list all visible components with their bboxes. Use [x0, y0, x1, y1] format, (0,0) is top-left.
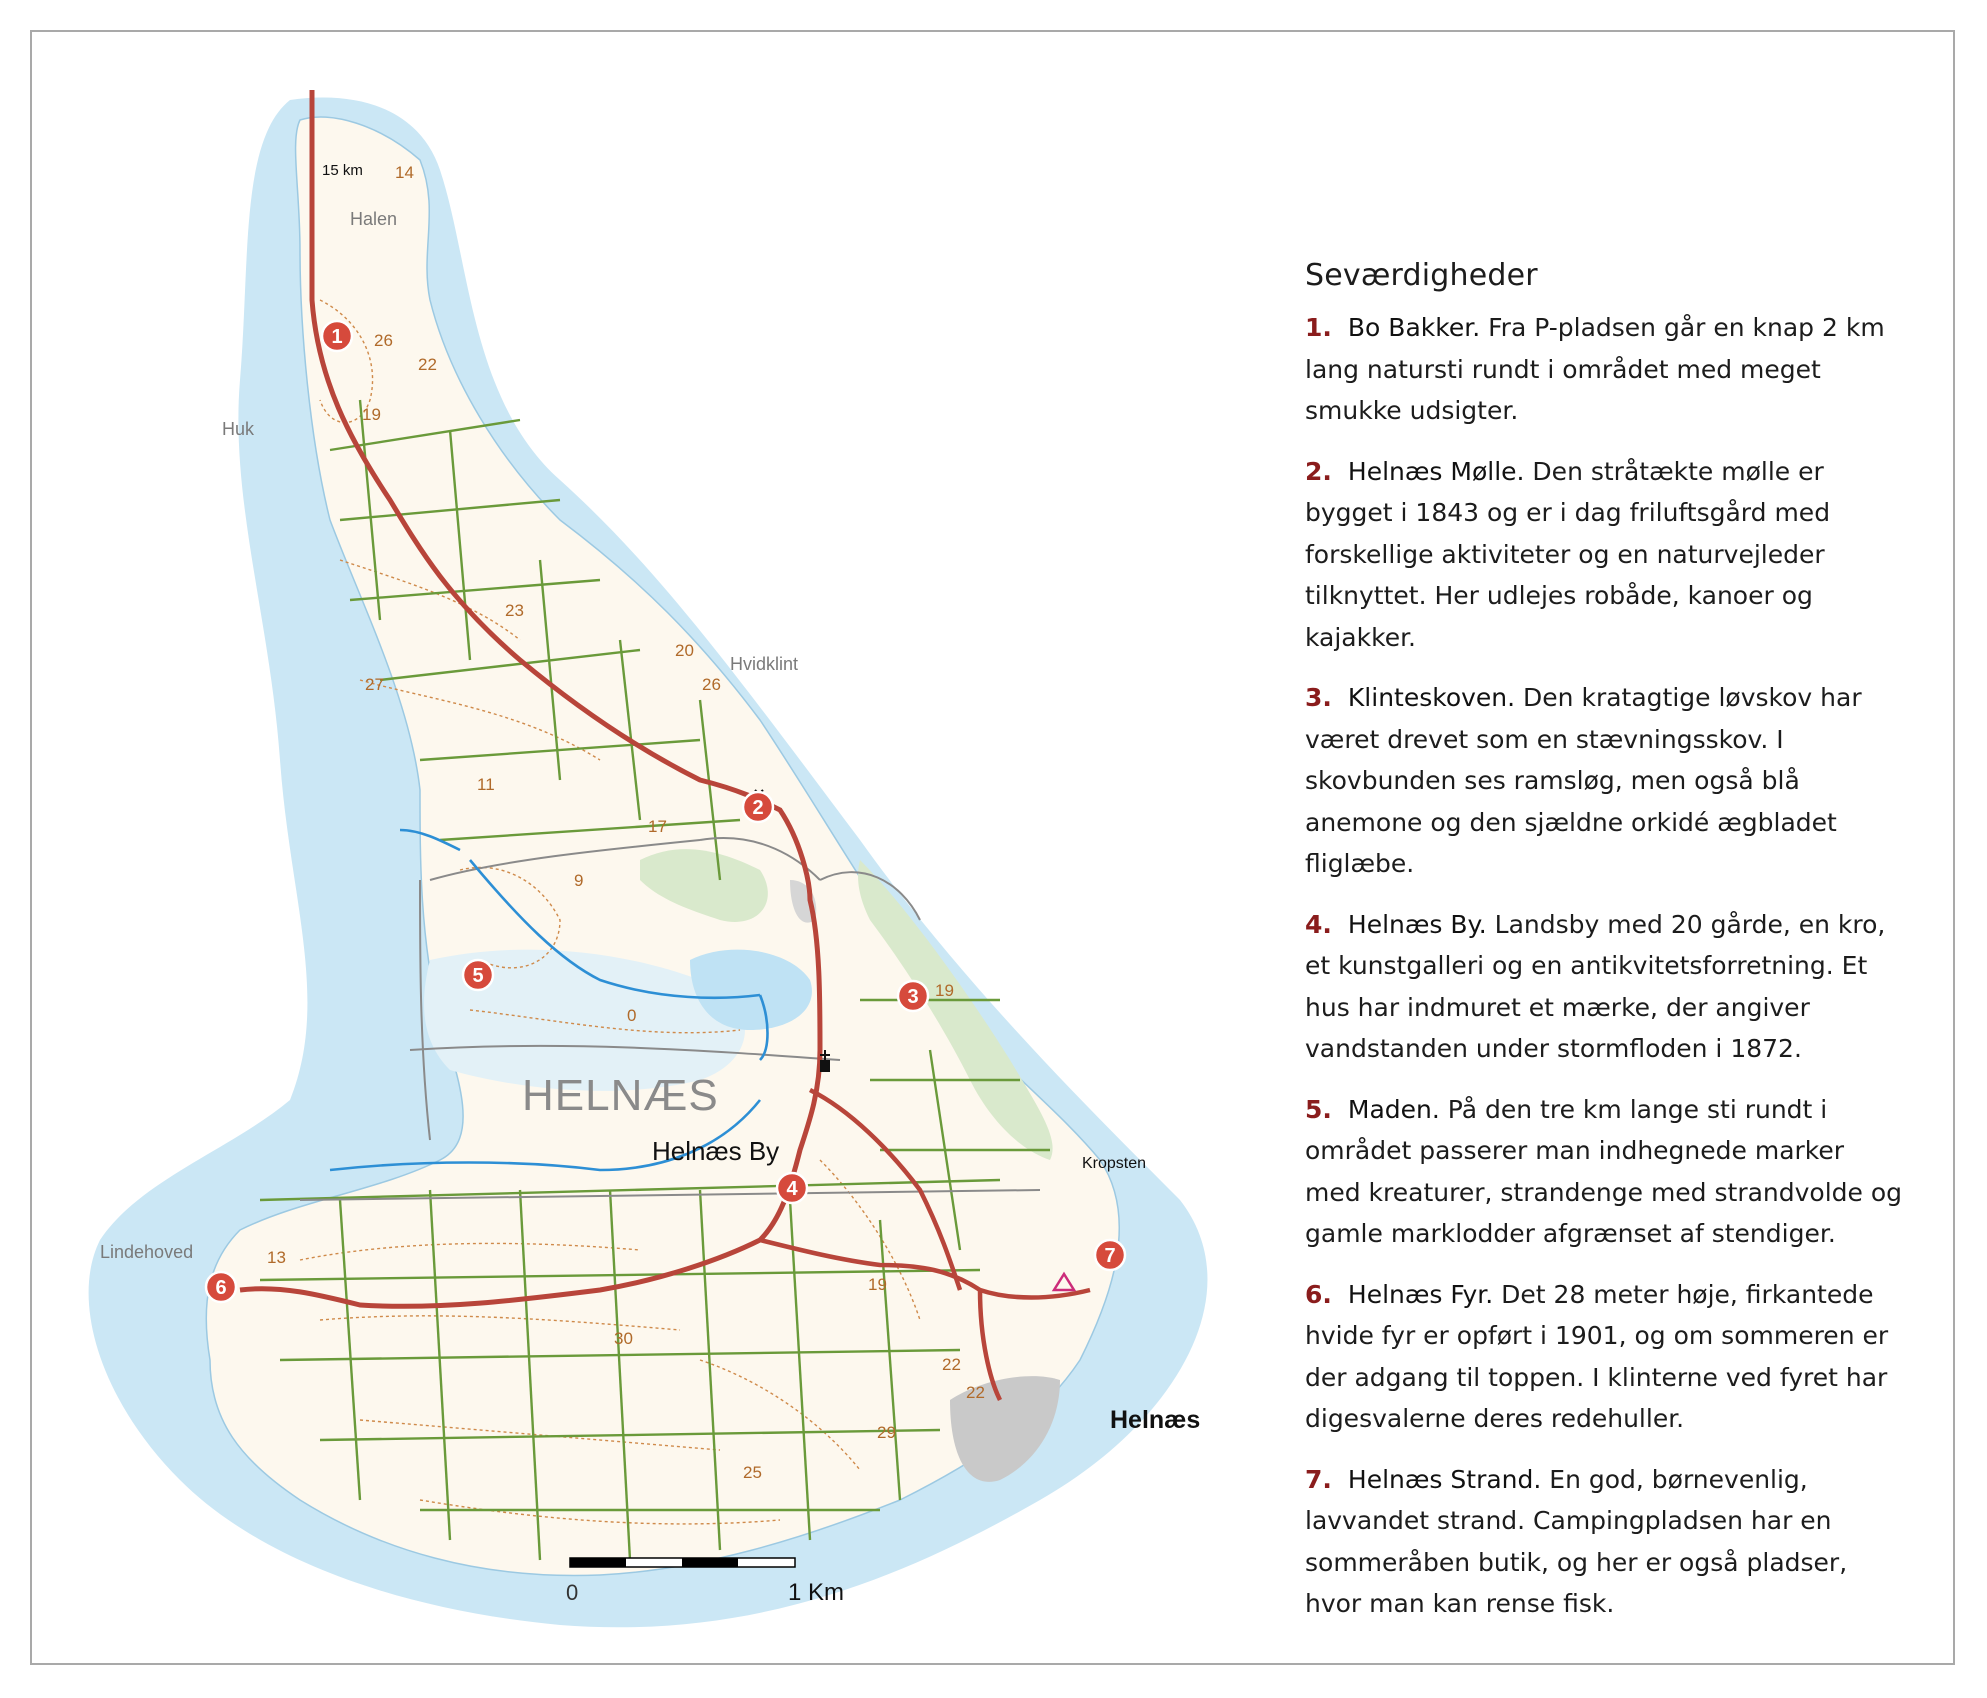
label-route-distance: 15 km — [322, 162, 363, 179]
elevation-label: 22 — [942, 1355, 961, 1374]
helnaes-map[interactable] — [60, 90, 1250, 1650]
elevation-label: 0 — [627, 1006, 637, 1025]
label-huk: Huk — [222, 419, 255, 439]
label-halen: Halen — [350, 209, 398, 229]
legend-item-text: En god, børnevenlig, lavvandet strand. Campingpladsen har en sommeråben butik, og her er også pladser, hvor man kan rense fisk. — [1305, 1464, 1848, 1618]
label-hvidklint: Hvidklint — [730, 654, 799, 674]
elevation-label: 17 — [648, 817, 667, 836]
marker-6[interactable] — [206, 1272, 236, 1302]
svg-text:1: 1 — [331, 326, 343, 348]
marker-7[interactable] — [1095, 1240, 1125, 1270]
elevation-label: 22 — [966, 1383, 985, 1402]
legend-item-number: 1. — [1305, 313, 1332, 342]
elevation-label: 20 — [675, 641, 694, 660]
marker-3[interactable] — [898, 981, 928, 1011]
legend-item-number: 2. — [1305, 456, 1332, 486]
legend-item-6 — [1305, 1274, 1905, 1440]
legend-item-name: Helnæs Mølle. — [1347, 456, 1525, 486]
sights-legend — [1305, 258, 1905, 1644]
label-kropsten: Kropsten — [1082, 1155, 1147, 1172]
legend-item-number: 5. — [1305, 1094, 1332, 1124]
legend-item-text: Fra P-pladsen går en knap 2 km lang natursti rundt i området med meget smukke udsigter. — [1305, 313, 1885, 425]
legend-item-number: 6. — [1305, 1279, 1332, 1309]
legend-item-1 — [1305, 307, 1905, 432]
legend-item-name: Helnæs By. — [1347, 909, 1487, 939]
svg-text:2: 2 — [752, 797, 764, 819]
legend-item-5 — [1305, 1089, 1905, 1255]
elevation-label: 26 — [702, 675, 721, 694]
elevation-label: 11 — [477, 775, 495, 794]
elevation-label: 19 — [868, 1275, 887, 1294]
elevation-label: 22 — [418, 355, 437, 374]
legend-item-number: 3. — [1305, 683, 1332, 712]
elevation-label: 19 — [362, 405, 381, 424]
svg-text:4: 4 — [786, 1178, 798, 1200]
legend-item-4 — [1305, 904, 1905, 1070]
legend-item-3 — [1305, 677, 1905, 885]
marker-2[interactable] — [743, 792, 773, 822]
scale-zero: 0 — [566, 1580, 579, 1605]
legend-item-text: På den tre km lange sti rundt i området passerer man indhegnede marker med kreaturer, strandenge med strandvolde og gamle marklodder afgrænset af stendiger. — [1305, 1094, 1903, 1248]
legend-item-name: Helnæs Fyr. — [1347, 1279, 1494, 1309]
svg-text:3: 3 — [907, 986, 919, 1008]
elevation-label: 27 — [365, 675, 384, 694]
label-helnaes-by: Helnæs By — [652, 1136, 780, 1166]
legend-item-number: 7. — [1305, 1464, 1332, 1494]
elevation-label: 30 — [614, 1329, 633, 1348]
legend-item-name: Helnæs Strand. — [1347, 1464, 1542, 1494]
label-lindehoved: Lindehoved — [100, 1242, 194, 1262]
legend-item-name: Bo Bakker. — [1347, 313, 1481, 342]
elevation-label: 14 — [395, 163, 414, 182]
label-island-name: HELNÆS — [522, 1071, 719, 1120]
legend-item-7 — [1305, 1459, 1905, 1625]
elevation-label: 13 — [267, 1248, 286, 1267]
elevation-label: 25 — [743, 1463, 762, 1482]
legend-item-text: Den kratagtige løvskov har været drevet som en stævningsskov. I skovbunden ses ramsløg, men også blå anemone og den sjældne orkidé ægbladet fliglæbe. — [1305, 683, 1862, 878]
elevation-label: 9 — [574, 871, 584, 890]
legend-item-text: Den stråtækte mølle er bygget i 1843 og er i dag friluftsgård med forskellige aktiviteter og en naturvejleder tilknyttet. Her udlejes robåde, kanoer og kajakker. — [1305, 456, 1831, 652]
marker-5[interactable] — [463, 960, 493, 990]
marker-1[interactable] — [322, 321, 352, 351]
legend-item-name: Maden. — [1347, 1094, 1440, 1124]
legend-item-2 — [1305, 451, 1905, 659]
elevation-label: 29 — [877, 1423, 896, 1442]
legend-item-number: 4. — [1305, 909, 1332, 939]
elevation-label: 19 — [935, 981, 954, 1000]
svg-text:6: 6 — [215, 1277, 227, 1299]
elevation-label: 23 — [505, 601, 524, 620]
label-helnaes: Helnæs — [1110, 1406, 1201, 1434]
legend-item-text: Det 28 meter høje, firkantede hvide fyr er opført i 1901, og om sommeren er der adgang til toppen. I klinterne ved fyret har digesvalerne deres redehuller. — [1305, 1279, 1889, 1433]
svg-text:5: 5 — [472, 965, 484, 987]
legend-title: Seværdigheder — [1305, 258, 1538, 293]
scale-label: 1 Km — [788, 1579, 845, 1606]
legend-item-text: Landsby med 20 gårde, en kro, et kunstgalleri og en antikvitetsforretning. Et hus har indmuret et mærke, der angiver vandstanden under stormfloden i 1872. — [1305, 909, 1886, 1063]
svg-text:7: 7 — [1104, 1245, 1116, 1267]
marker-4[interactable] — [777, 1173, 807, 1203]
legend-item-name: Klinteskoven. — [1347, 683, 1516, 712]
elevation-label: 26 — [374, 331, 393, 350]
